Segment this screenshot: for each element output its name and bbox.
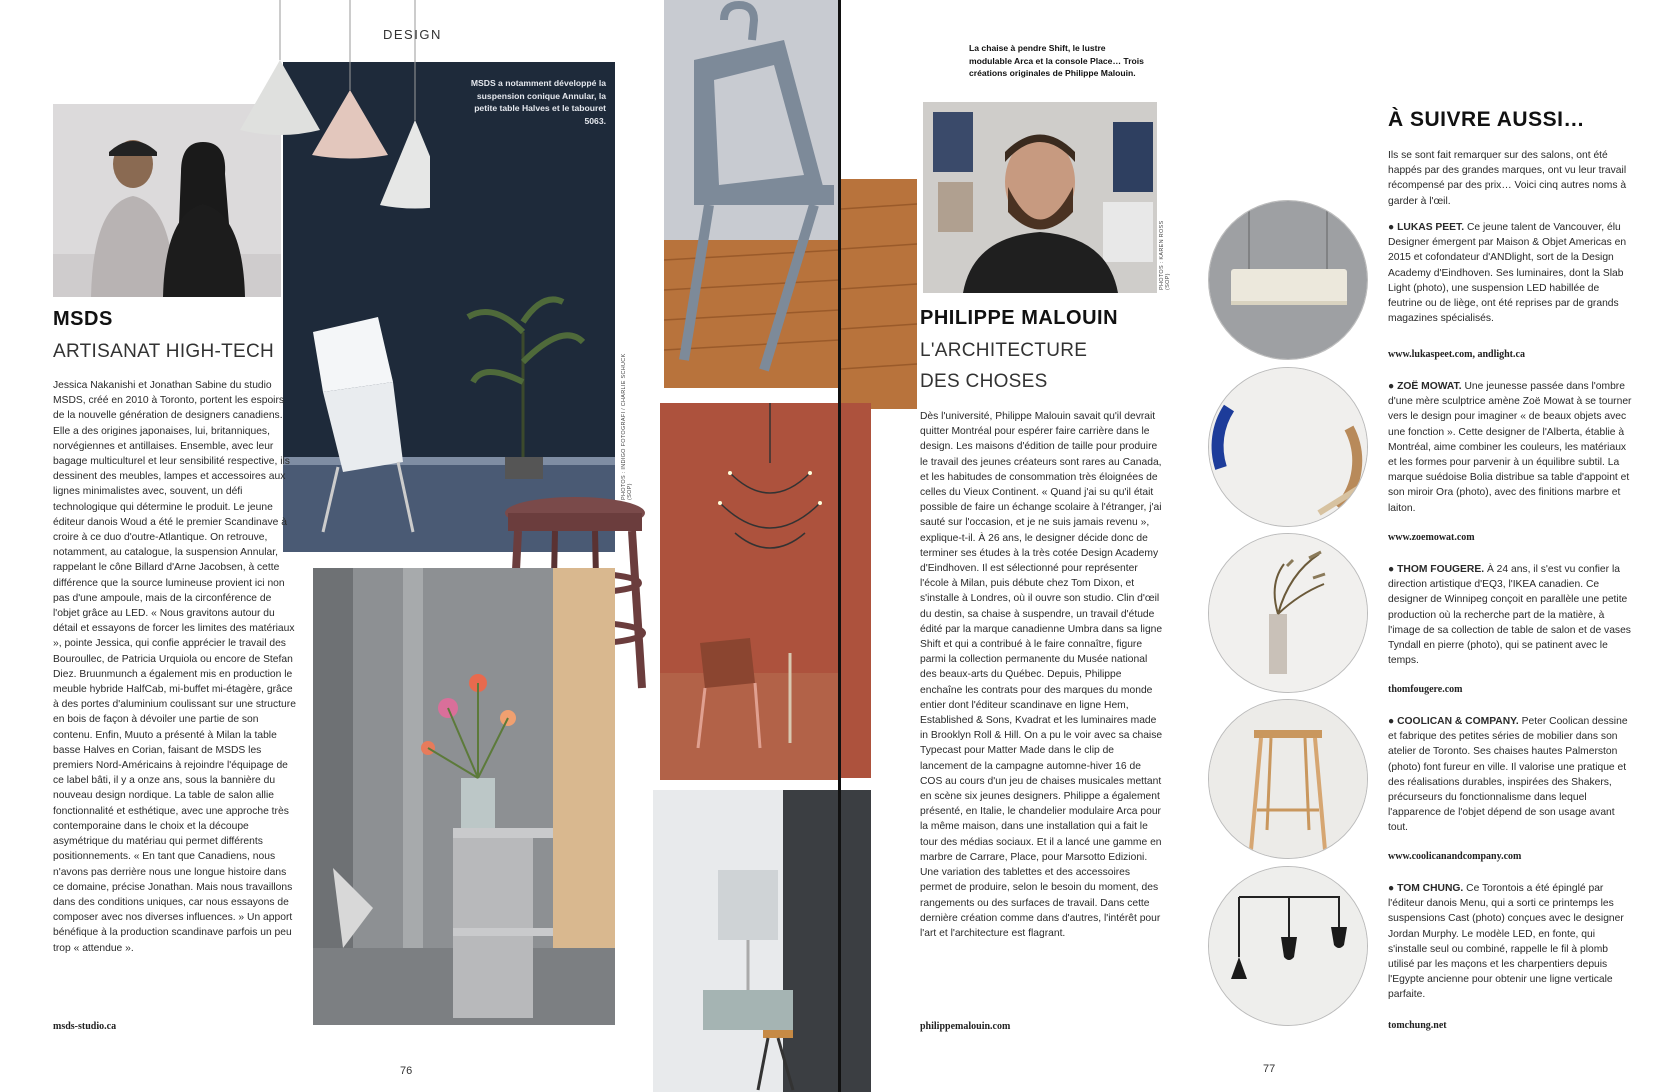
bullet-icon: ● (1388, 564, 1395, 575)
sidebar-link-coolican[interactable]: www.coolicanandcompany.com (1388, 851, 1522, 862)
sidebar-intro: Ils se sont fait remarquer sur des salons, ont été happés par des grandes marques, ont vu leur travail récompensé par des prix… Voici cinq autres noms à garder à l'œil. (1388, 150, 1627, 207)
hanger-chair-illustration (664, 0, 839, 388)
philippe-body-text: Dès l'université, Philippe Malouin savait qu'il devrait quitter Montréal pour espérer faire carrière dans le design. Les maisons d'édition de taille pour produire le travail des jeunes créateurs sont rares au Canada, et les habitudes de consommation très éloignées de celles du Vieux Continent. « Quand j'ai su qu'il était possible de faire un échange scolaire à l'étranger, j'ai sauté sur l'occasion, et je ne suis jamais revenu », explique-t-il. À 26 ans, le designer décide donc de terminer ses études à la très cotée Design Academy d'Eindhoven. Il est sélectionné pour représenter l'école à Milan, puis débute chez Tom Dixon, et s'installe à Londres, où il ouvre son studio. Clin d'œil du destin, sa chaise à suspendre, un travail d'étude édité par la marque canadienne Umbra dans sa ligne Shift et qui a contribué à le faire connaître, figure parmi la collection permanente du Musée national des beaux-arts du Québec. Depuis, Philippe enchaîne les contrats pour des marques du monde entier dont l'éditeur scandinave en ligne Hem, Established & Sons, Kvadrat et les luminaires made in Brooklyn Roll & Hill. On a pu le voir avec sa chaise Typecast pour Matter Made dans le clip de lancement de la campagne automne-hiver 16 de COS au cours d'un jeu de chaises musicales mettant en scène six jeunes designers. Philippe a également présenté, en Italie, le chandelier modulaire Arca pour la même maison, dans une installation qui a fait le tour des médias sociaux. Et il a lancé une gamme en marbre de Carrare, Place, pour Marsotto Edizioni. Une variation des tablettes et des accessoires permet de produire, selon le besoin du moment, des rangements ou des surfaces de travail. Dans cette dernière création comme dans d'autres, l'intérêt pour l'art et l'architecture est flagrant. (920, 411, 1163, 939)
philippe-link[interactable]: philippemalouin.com (920, 1021, 1011, 1032)
concrete-room-photo (313, 568, 615, 1025)
entry-text: Une jeunesse passée dans l'ombre d'une mère sculptrice amène Zoë Mowat à se tourner vers le design pour imaginer « de beaux objets avec une fonction ». Cette designer de l'Alberta, établie à Montréal, aime combiner les couleurs, les matériaux et les formes pour parvenir à un équilibre subtil. La marque suédoise Bolia distribue sa table d'appoint et son miroir Ora (photo), avec des finitions marbre et laiton. (1388, 381, 1632, 514)
philippe-subtitle-line1: L'ARCHITECTURE (920, 340, 1088, 361)
ora-mirror-illustration (1209, 368, 1367, 526)
terracotta-photo-edge (841, 403, 871, 778)
sidebar-link-thom-fougere[interactable]: thomfougere.com (1388, 684, 1463, 695)
entry-text: Ce jeune talent de Vancouver, élu Designer émergent par Maison & Objet Americas en 2015 et cofondateur d'ANDlight, sort de la Design Academy d'Eindhoven. Ses luminaires, dont la Slab Light (photo), une suspension LED habillée de feutrine ou de liège, ont été reprises par de grands magazines spécialisés. (1388, 222, 1627, 325)
sidebar-link-zoe-mowat[interactable]: www.zoemowat.com (1388, 532, 1475, 543)
entry-text: Ce Torontois a été épinglé par l'éditeur danois Menu, qui a sorti ce printemps les suspensions Cast (photo) conçues avec le designer Jordan Murphy. Le modèle LED, en fonte, qui s'installe seul ou combiné, rappelle le fil à plomb utilisé par les maçons et les charpentiers depuis l'Egypte ancienne pour obtenir une ligne verticale parfaite. (1388, 883, 1624, 1001)
slab-light-illustration (1209, 201, 1367, 359)
palmerston-stool-illustration (1209, 700, 1367, 858)
terracotta-room-photo (660, 403, 839, 780)
right-photo-credit: PHOTOS : KAREN ROSS (SOP) (1159, 220, 1171, 290)
sidebar-entry-lukas-peet (1388, 220, 1636, 326)
circle-photo-tyndall-vase (1208, 533, 1368, 693)
page-number-left: 76 (400, 1065, 413, 1077)
entry-name: THOM FOUGERE. (1397, 564, 1485, 575)
philippe-title: PHILIPPE MALOUIN (920, 307, 1119, 329)
left-photo-caption: MSDS a notamment développé la suspension conique Annular, la petite table Halves et le tabouret 5063. (470, 78, 606, 126)
philippe-portrait-photo (923, 102, 1157, 293)
chandelier-chair-illustration (660, 403, 839, 780)
entry-name: ZOË MOWAT. (1397, 381, 1462, 392)
circle-photo-ora-mirror (1208, 367, 1368, 527)
hanger-chair-photo (664, 0, 839, 388)
bullet-icon: ● (1388, 716, 1395, 727)
sidebar-entry-zoe-mowat (1388, 379, 1636, 516)
dark-photo-edge (841, 790, 871, 1092)
msds-title: MSDS (53, 308, 113, 330)
cast-pendant-illustration (1209, 867, 1367, 1025)
philippe-portrait-illustration (923, 102, 1157, 293)
table-lamp-illustration (653, 790, 839, 1092)
circle-photo-slab-light (1208, 200, 1368, 360)
entry-name: LUKAS PEET. (1397, 222, 1465, 233)
table-lamp-photo (653, 790, 839, 1092)
entry-name: COOLICAN & COMPANY. (1397, 716, 1519, 727)
sidebar-heading: À SUIVRE AUSSI… (1388, 108, 1585, 131)
wood-floor-illustration (841, 179, 917, 409)
philippe-subtitle-line2: DES CHOSES (920, 371, 1048, 392)
page-number-right: 77 (1263, 1063, 1276, 1075)
right-photo-caption: La chaise à pendre Shift, le lustre modulable Arca et la console Place… Trois créations originales de Philippe Malouin. (969, 43, 1144, 78)
bullet-icon: ● (1388, 883, 1395, 894)
wood-floor-photo (841, 179, 917, 409)
bullet-icon: ● (1388, 381, 1395, 392)
tyndall-vase-illustration (1209, 534, 1367, 692)
msds-body-text: Jessica Nakanishi et Jonathan Sabine du studio MSDS, créé en 2010 à Toronto, portent les espoirs de la nouvelle génération de designers canadiens. Elle a des origines japonaises, lui, britanniques, norvégiennes et antillaises. Ensemble, avec leur bagage multiculturel et leur sensibilité respective, ils dessinent des meubles, lampes et accessoires aux lignes minimalistes avec, souvent, un défi technologique qui détermine le produit. Le jeune éditeur danois Woud a été le premier Scandinave à croire à ce duo d'outre-Atlantique. On retrouve, notamment, au catalogue, la suspension Annular, rappelant le cône Billard d'Arne Jacobsen, à cette différence que la source lumineuse provient ici non pas d'une ampoule, mais de la circonférence de l'objet grâce au LED. « Nous gravitons autour du détail et essayons de forcer les limites des matériaux », pointe Jessica, qui confie apprécier le travail des Bouroullec, de Patricia Urquiola ou encore de Stefan Diez. Bruunmunch a également mis en production le meuble hybride HalfCab, mi-buffet mi-étagère, grâce à des portes d'aluminium coulissant sur une structure en bois de façon à dévoiler une partie de son contenu. Enfin, Muuto a présenté à Milan la table basse Halves en Corian, faisant de MSDS les premiers Nord-Américains à rejoindre l'équipage de ce label bâti, il y a onze ans, sous la bannière du nouveau design nordique. La table de salon allie fonctionnalité et esthétique, avec une approche très contemporaine dans le choix et la découpe asymétrique du matériau qui permet différents positionnements. « En tant que Canadiens, nous n'avons pas derrière nous une longue histoire dans ce domaine, précise Jonathan. Mais nous travaillons dans des conditions uniques, car nous essayons de composer avec nos diverses influences. » Un apport bénéfique à la production scandinave parfois un peu trop « attendue ». (53, 380, 296, 954)
msds-link[interactable]: msds-studio.ca (53, 1021, 117, 1032)
cone-lamps-illustration (230, 0, 430, 215)
sidebar-entry-thom-fougere (1388, 562, 1636, 668)
msds-subtitle: ARTISANAT HIGH-TECH (53, 341, 275, 362)
entry-text: Peter Coolican dessine et fabrique des petites séries de mobilier dans son atelier de Toronto. Ses chaises hautes Palmerston (photo) font fureur en ville. Il valorise une pratique et des réalisations durables, inspirées des Shakers, précurseurs du fonctionnalisme dans lequel l'apparence de l'objet dépend de son usage avant tout. (1388, 716, 1628, 834)
sidebar-entry-tom-chung (1388, 881, 1636, 1003)
right-page (841, 0, 1678, 1092)
bullet-icon: ● (1388, 222, 1395, 233)
circle-photo-palmerston-stool (1208, 699, 1368, 859)
circle-photo-cast-pendant (1208, 866, 1368, 1026)
entry-name: TOM CHUNG. (1397, 883, 1464, 894)
flowers-table-illustration (313, 568, 615, 1025)
sidebar-link-tom-chung[interactable]: tomchung.net (1388, 1020, 1447, 1031)
left-photo-credit: PHOTOS : INDIGO FOTOGRAFI / CHARLIE SCHUCK (SOP) (621, 353, 633, 500)
section-tag: DESIGN (383, 27, 442, 42)
sidebar-entry-coolican (1388, 714, 1636, 836)
sidebar-link-lukas-peet[interactable]: www.lukaspeet.com, andlight.ca (1388, 349, 1525, 360)
entry-text: À 24 ans, il s'est vu confier la direction artistique d'EQ3, l'IKEA canadien. Ce designer de Winnipeg conçoit en parallèle une petite production où la recherche part de la matière, à l'image de sa collection de table de salon et de vases Tyndall en pierre (photo), qui se patinent avec le temps. (1388, 564, 1631, 667)
